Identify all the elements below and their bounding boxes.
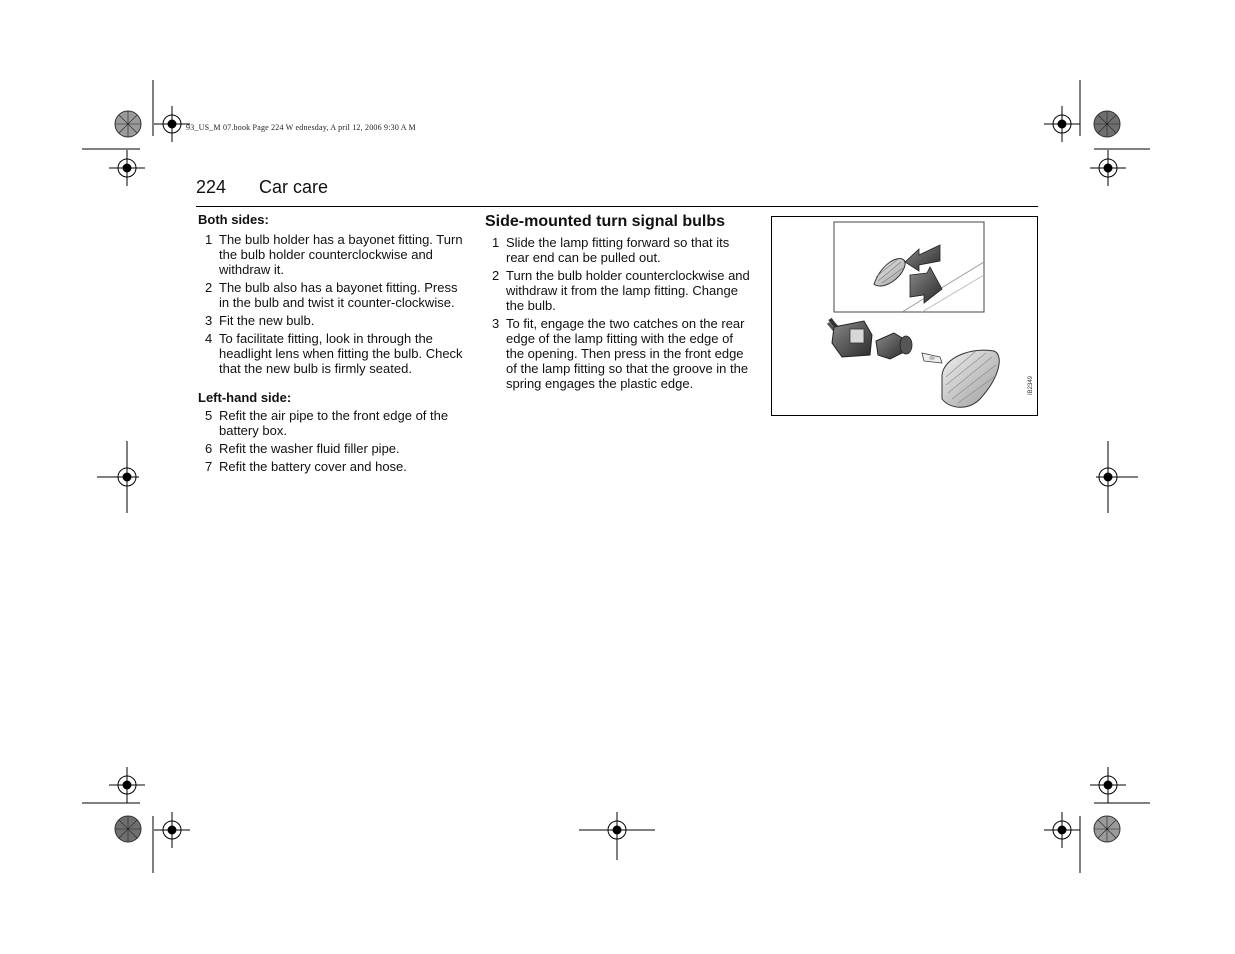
step-text: Fit the new bulb. bbox=[219, 313, 315, 328]
step-number: 5 bbox=[205, 408, 213, 423]
step-number: 1 bbox=[205, 232, 213, 247]
step-text: Refit the washer fluid filler pipe. bbox=[219, 441, 400, 456]
step-number: 6 bbox=[205, 441, 213, 456]
chapter-title: Car care bbox=[259, 177, 329, 197]
figure-code: IB2349 bbox=[1028, 375, 1034, 395]
step-text: Refit the battery cover and hose. bbox=[219, 459, 407, 474]
step-text: To facilitate fitting, look in through the headlight lens when fitting the bulb. Check that the new bulb is firmly seated. bbox=[219, 331, 463, 376]
step-number: 1 bbox=[492, 235, 500, 250]
step-number: 3 bbox=[492, 316, 500, 331]
step-text: Refit the air pipe to the front edge of the battery box. bbox=[219, 408, 449, 438]
section-title: Side-mounted turn signal bulbs bbox=[485, 213, 725, 230]
step-text: To fit, engage the two catches on the rear edge of the lamp fitting with the edge of the opening. Then press in the front edge of the lamp fitting so that the groove in the spring engages the plastic edge. bbox=[506, 316, 749, 391]
both-sides-heading: Both sides: bbox=[198, 212, 269, 227]
step-number: 4 bbox=[205, 331, 213, 346]
crosshair-icon bbox=[97, 106, 1138, 860]
step-number: 2 bbox=[492, 268, 500, 283]
left-side-heading: Left-hand side: bbox=[198, 390, 292, 405]
page-number: 224 bbox=[196, 177, 227, 197]
star-target-icon bbox=[115, 111, 1120, 842]
step-text: Slide the lamp fitting forward so that its rear end can be pulled out. bbox=[506, 235, 730, 265]
step-text: The bulb holder has a bayonet fitting. Turn the bulb holder counterclockwise and withdraw it. bbox=[219, 232, 463, 277]
step-number: 7 bbox=[205, 459, 213, 474]
step-text: Turn the bulb holder counterclockwise and withdraw it from the lamp fitting. Change the bulb. bbox=[506, 268, 750, 313]
print-slug: 93_US_M 07.book Page 224 W ednesday, A pril 12, 2006 9:30 A M bbox=[186, 123, 416, 132]
step-number: 2 bbox=[205, 280, 213, 295]
step-text: The bulb also has a bayonet fitting. Press in the bulb and twist it counter-clockwise. bbox=[219, 280, 458, 310]
step-number: 3 bbox=[205, 313, 213, 328]
